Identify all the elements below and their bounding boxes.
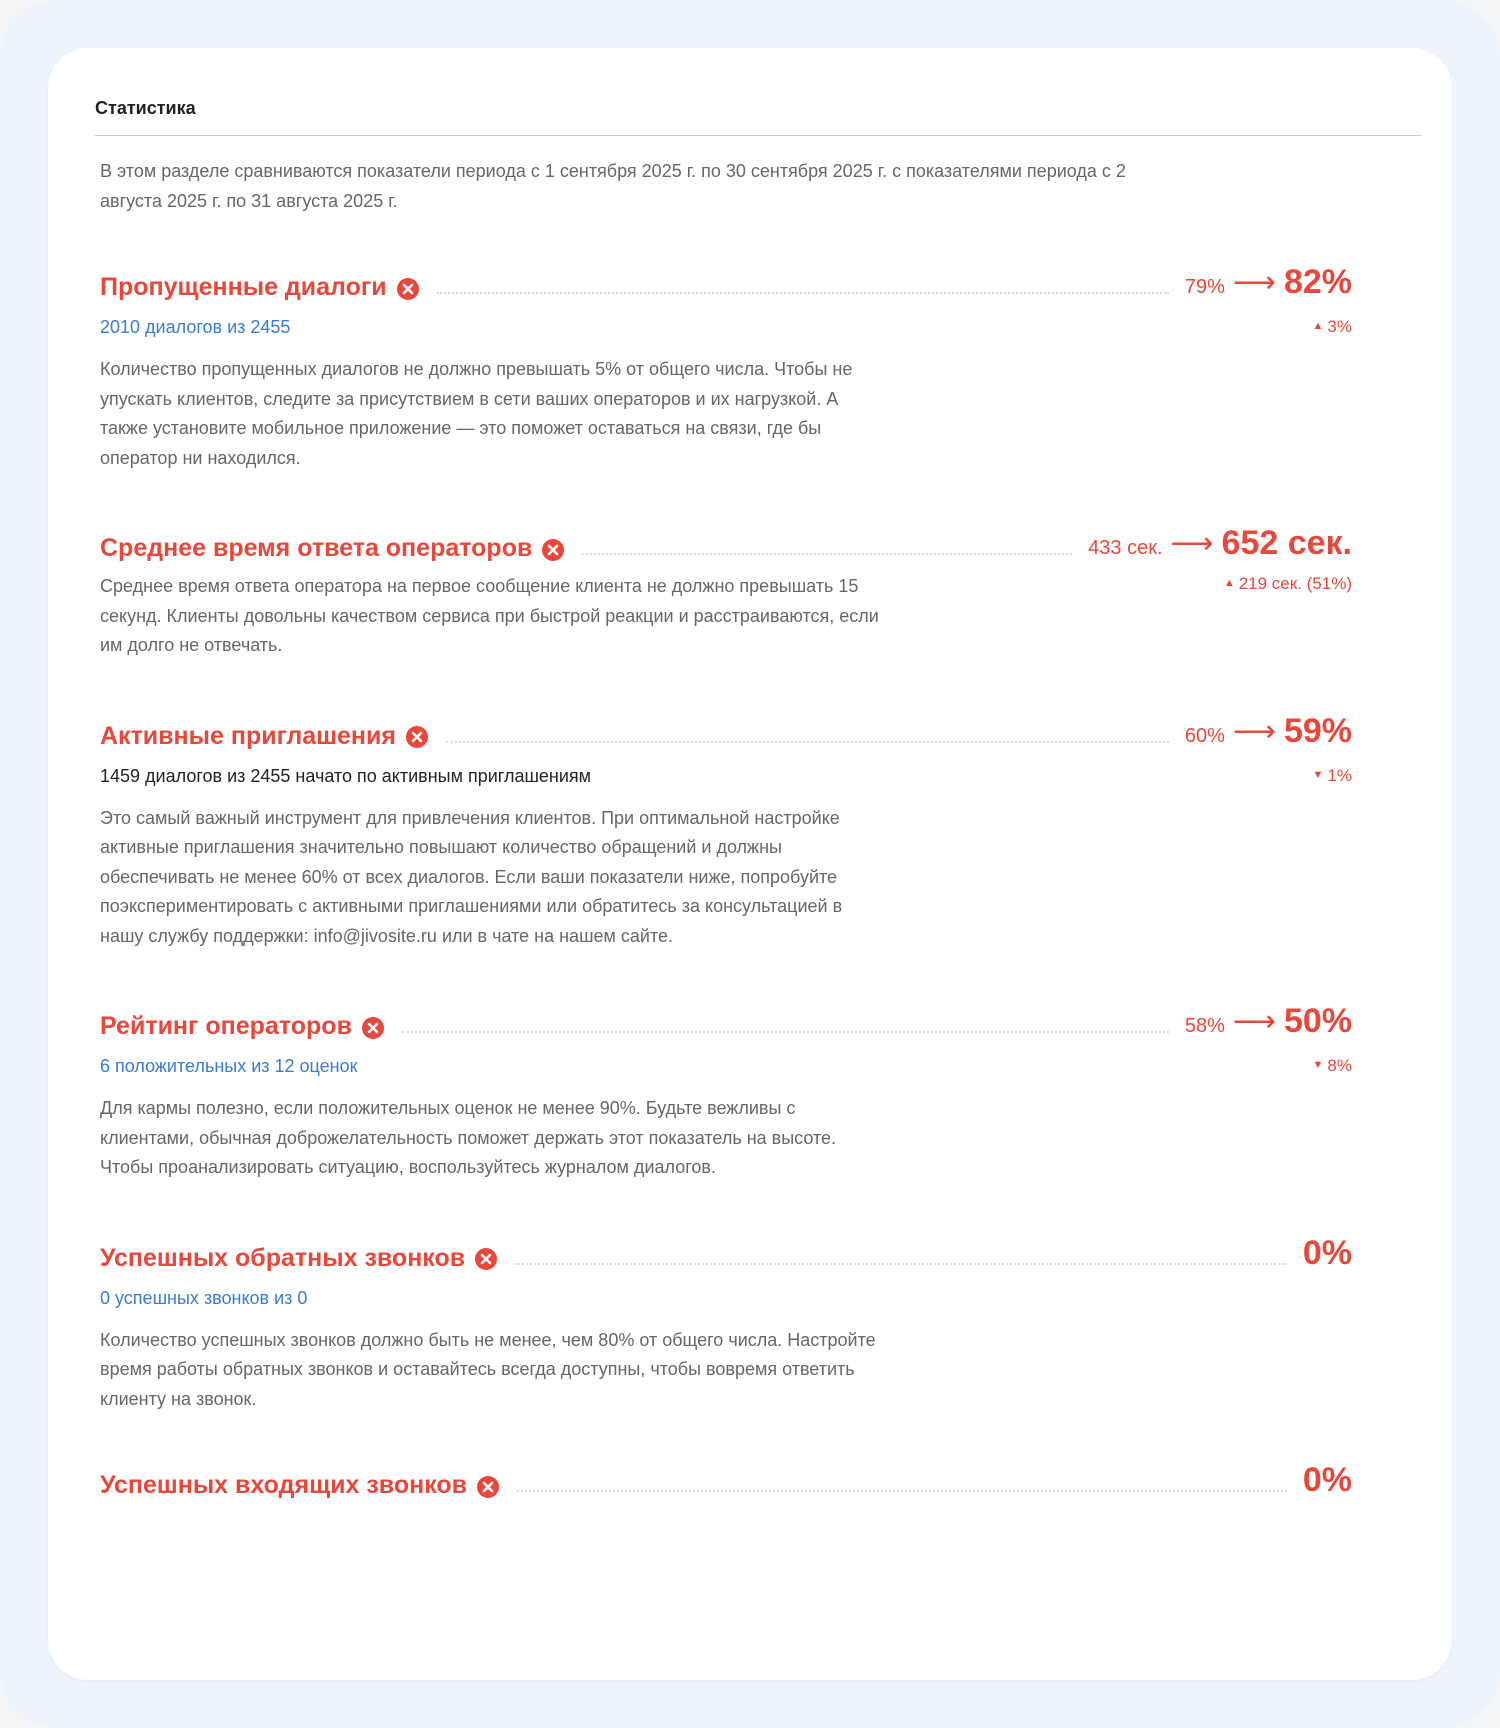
increase-triangle-icon: ▲ bbox=[1223, 577, 1235, 589]
metric-values bbox=[1303, 1234, 1352, 1273]
statistics-card bbox=[48, 48, 1452, 1680]
metric-values bbox=[1185, 263, 1352, 302]
page-title: Статистика bbox=[95, 98, 196, 118]
trend-arrow-icon: ⟶ bbox=[1232, 266, 1276, 299]
current-value: 50% bbox=[1283, 1002, 1352, 1040]
section-response-time bbox=[100, 515, 1352, 661]
previous-value: 79% bbox=[1184, 276, 1225, 298]
section-title-text: Активные приглашения bbox=[100, 721, 396, 750]
dotted-leader bbox=[446, 741, 1169, 743]
section-title bbox=[100, 1012, 384, 1041]
trend-arrow-icon: ⟶ bbox=[1232, 1005, 1276, 1038]
change-value: 219 сек. (51%) bbox=[1238, 574, 1352, 593]
dotted-leader bbox=[517, 1490, 1287, 1492]
section-title bbox=[100, 1244, 497, 1273]
invitations-count-text: 1459 диалогов из 2455 начато по активным приглашениям bbox=[100, 765, 592, 786]
change-badge bbox=[1313, 761, 1352, 791]
previous-value: 60% bbox=[1184, 724, 1225, 747]
section-description: Для кармы полезно, если положительных оценок не менее 90%. Будьте вежливы с клиентами, обычная доброжелательность поможет держать этот показатель на высоте. Чтобы проанализировать ситуацию, воспользуйтесь журналом диалогов. bbox=[100, 1098, 837, 1177]
error-icon bbox=[362, 1017, 384, 1039]
section-description: Среднее время ответа оператора на первое сообщение клиента не должно превышать 15 секунд. Клиенты довольны качеством сервиса при быстрой реакции и расстраиваются, если им долго не отвечать. bbox=[100, 576, 879, 655]
error-icon bbox=[542, 539, 564, 561]
callbacks-count-link[interactable]: 0 успешных звонков из 0 bbox=[100, 1287, 308, 1308]
change-value: 1% bbox=[1327, 765, 1352, 785]
previous-value: 433 сек. bbox=[1088, 537, 1163, 559]
metric-values bbox=[1088, 524, 1352, 563]
change-badge bbox=[1313, 1051, 1352, 1081]
dotted-leader bbox=[582, 553, 1072, 555]
current-value: 59% bbox=[1283, 711, 1352, 750]
metric-values bbox=[1185, 1002, 1352, 1041]
previous-value: 58% bbox=[1184, 1015, 1225, 1037]
current-value: 0% bbox=[1302, 1461, 1352, 1499]
section-description: Это самый важный инструмент для привлечения клиентов. При оптимальной настройке активные приглашения значительно повышают количество обращений и должны обеспечивать не менее 60% от всех диалогов. Если ваши показатели ниже, попробуйте поэкспериментировать с активными приглашениями или обратитесь за консультацией в нашу службу поддержки: info@jivosite.ru или в чате на нашем сайте. bbox=[100, 807, 843, 946]
period-intro: В этом разделе сравниваются показатели периода с 1 сентября 2025 г. по 30 сентября 2025 г. с показателями периода с 2 августа 2025 г. по 31 августа 2025 г. bbox=[100, 161, 1126, 211]
trend-arrow-icon: ⟶ bbox=[1232, 714, 1276, 748]
section-title-text: Среднее время ответа операторов bbox=[100, 534, 533, 562]
dotted-leader bbox=[437, 292, 1169, 294]
trend-arrow-icon: ⟶ bbox=[1170, 527, 1214, 560]
section-title-text: Рейтинг операторов bbox=[100, 1012, 352, 1040]
card-header bbox=[95, 98, 1422, 136]
change-badge bbox=[1224, 569, 1352, 601]
section-description: Количество пропущенных диалогов не должно превышать 5% от общего числа. Чтобы не упускать клиентов, следите за присутствием в сети ваших операторов и их нагрузкой. А также установите мобильное приложение — это поможет оставаться на связи, где бы оператор ни находился. bbox=[100, 359, 853, 468]
dotted-leader bbox=[515, 1263, 1287, 1265]
current-value: 652 сек. bbox=[1221, 524, 1352, 562]
error-icon bbox=[406, 726, 428, 748]
error-icon bbox=[477, 1476, 499, 1498]
section-callbacks bbox=[100, 1225, 1352, 1415]
current-value: 82% bbox=[1283, 263, 1352, 301]
section-title bbox=[100, 1471, 499, 1500]
section-active-invitations bbox=[100, 703, 1352, 952]
section-title-text: Пропущенные диалоги bbox=[100, 273, 387, 301]
section-title bbox=[100, 722, 428, 751]
dotted-leader bbox=[402, 1031, 1169, 1033]
section-title-text: Успешных входящих звонков bbox=[100, 1471, 468, 1499]
section-incoming-calls bbox=[100, 1452, 1352, 1500]
error-icon bbox=[397, 278, 419, 300]
section-description: Количество успешных звонков должно быть не менее, чем 80% от общего числа. Настройте время работы обратных звонков и оставайтесь всегда доступны, чтобы вовремя ответить клиенту на звонок. bbox=[100, 1329, 876, 1409]
change-value: 3% bbox=[1327, 317, 1352, 336]
ratings-count-link[interactable]: 6 положительных из 12 оценок bbox=[100, 1056, 358, 1076]
error-icon bbox=[475, 1248, 497, 1270]
change-badge bbox=[1313, 312, 1352, 342]
section-title bbox=[100, 273, 419, 302]
current-value: 0% bbox=[1302, 1233, 1352, 1272]
section-title-text: Успешных обратных звонков bbox=[100, 1243, 466, 1272]
section-operator-rating bbox=[100, 993, 1352, 1183]
decrease-triangle-icon: ▼ bbox=[1312, 1059, 1324, 1071]
metric-values bbox=[1185, 712, 1352, 751]
dialogs-count-link[interactable]: 2010 диалогов из 2455 bbox=[100, 317, 291, 337]
metric-values bbox=[1303, 1461, 1352, 1500]
change-value: 8% bbox=[1327, 1056, 1352, 1075]
increase-triangle-icon: ▲ bbox=[1312, 320, 1324, 332]
section-missed-dialogs bbox=[100, 254, 1352, 473]
decrease-triangle-icon: ▼ bbox=[1312, 768, 1324, 781]
section-title bbox=[100, 534, 564, 563]
